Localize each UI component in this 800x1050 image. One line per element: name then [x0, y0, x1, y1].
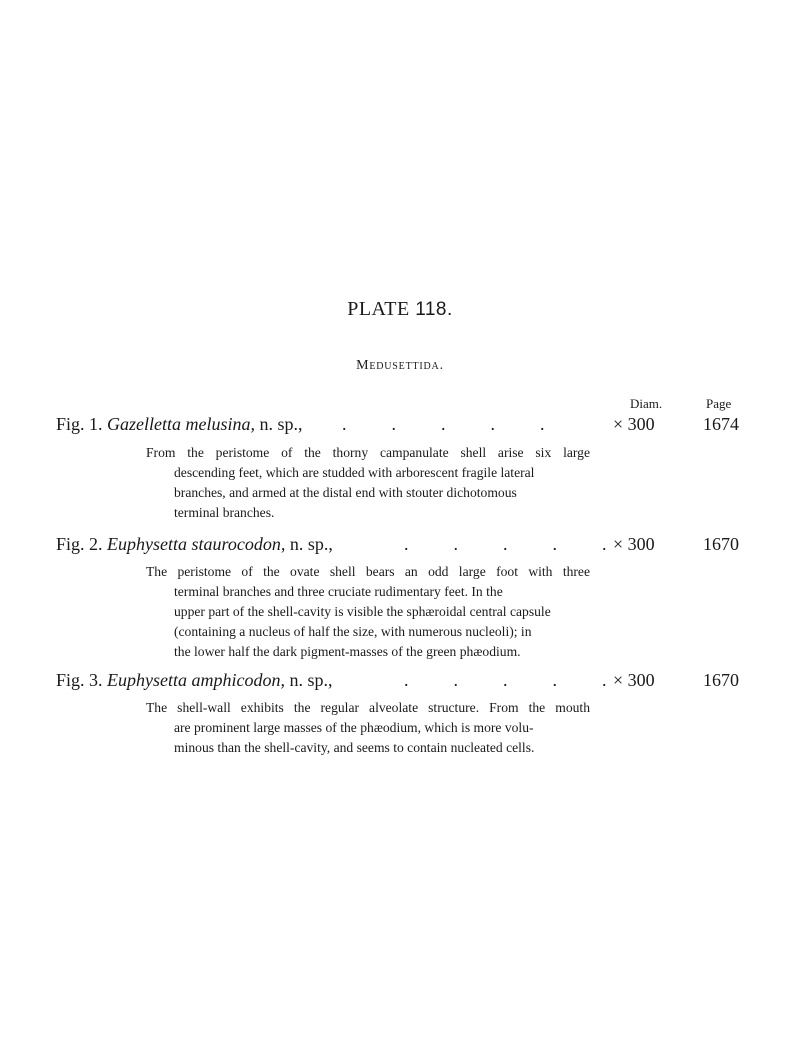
description-line: terminal branches and three cruciate rudimentary feet. In the [174, 584, 503, 599]
column-header-diam: Diam. [630, 396, 663, 411]
plate-prefix: PLATE [347, 298, 410, 320]
figure-species-name: Euphysetta amphicodon, [107, 670, 285, 690]
description-line: the lower half the dark pigment-masses of the green phæodium. [174, 644, 521, 659]
figure-species-name: Euphysetta staurocodon, [107, 534, 286, 554]
leader-dots: . . . . . [342, 414, 545, 434]
figure-species-suffix: n. sp., [259, 414, 303, 434]
figure-magnification: × 300 [613, 534, 655, 554]
description-line: The peristome of the ovate shell bears an odd large foot with three [146, 564, 590, 579]
section-title: Medusettida. [356, 358, 444, 373]
leader-dots: . . . . . [404, 534, 607, 554]
description-line: descending feet, which are studded with arborescent fragile lateral [174, 465, 535, 480]
figure-entry-1 [0, 414, 800, 438]
figure-number: Fig. 3. [56, 670, 103, 690]
description-line: terminal branches. [174, 505, 275, 520]
plate-number: 118. [415, 299, 453, 320]
figure-page: 1674 [703, 414, 739, 434]
figure-entry-3 [0, 670, 800, 694]
figure-description-3 [146, 698, 590, 758]
description-line: branches, and armed at the distal end with stouter dichotomous [174, 485, 517, 500]
column-header-page: Page [706, 396, 732, 411]
figure-label [56, 670, 333, 691]
figure-species-suffix: n. sp., [289, 534, 333, 554]
description-line: The shell-wall exhibits the regular alveolate structure. From the mouth [146, 700, 590, 715]
description-line: upper part of the shell-cavity is visible the sphæroidal central capsule [174, 604, 551, 619]
figure-number: Fig. 2. [56, 534, 103, 554]
figure-magnification: × 300 [613, 670, 655, 690]
description-line: (containing a nucleus of half the size, with numerous nucleoli); in [174, 624, 532, 639]
figure-entry-2 [0, 534, 800, 558]
description-line: are prominent large masses of the phæodium, which is more volu- [174, 720, 534, 735]
figure-page: 1670 [703, 670, 739, 690]
figure-label [56, 534, 333, 555]
figure-magnification: × 300 [613, 414, 655, 434]
description-line: From the peristome of the thorny campanulate shell arise six large [146, 445, 590, 460]
figure-number: Fig. 1. [56, 414, 103, 434]
figure-species-name: Gazelletta melusina, [107, 414, 255, 434]
figure-label [56, 414, 303, 435]
figure-description-2 [146, 562, 590, 662]
leader-dots: . . . . . [404, 670, 607, 690]
plate-title [0, 298, 800, 321]
figure-page: 1670 [703, 534, 739, 554]
figure-species-suffix: n. sp., [289, 670, 333, 690]
figure-description-1 [146, 443, 590, 523]
description-line: minous than the shell-cavity, and seems to contain nucleated cells. [174, 740, 535, 755]
